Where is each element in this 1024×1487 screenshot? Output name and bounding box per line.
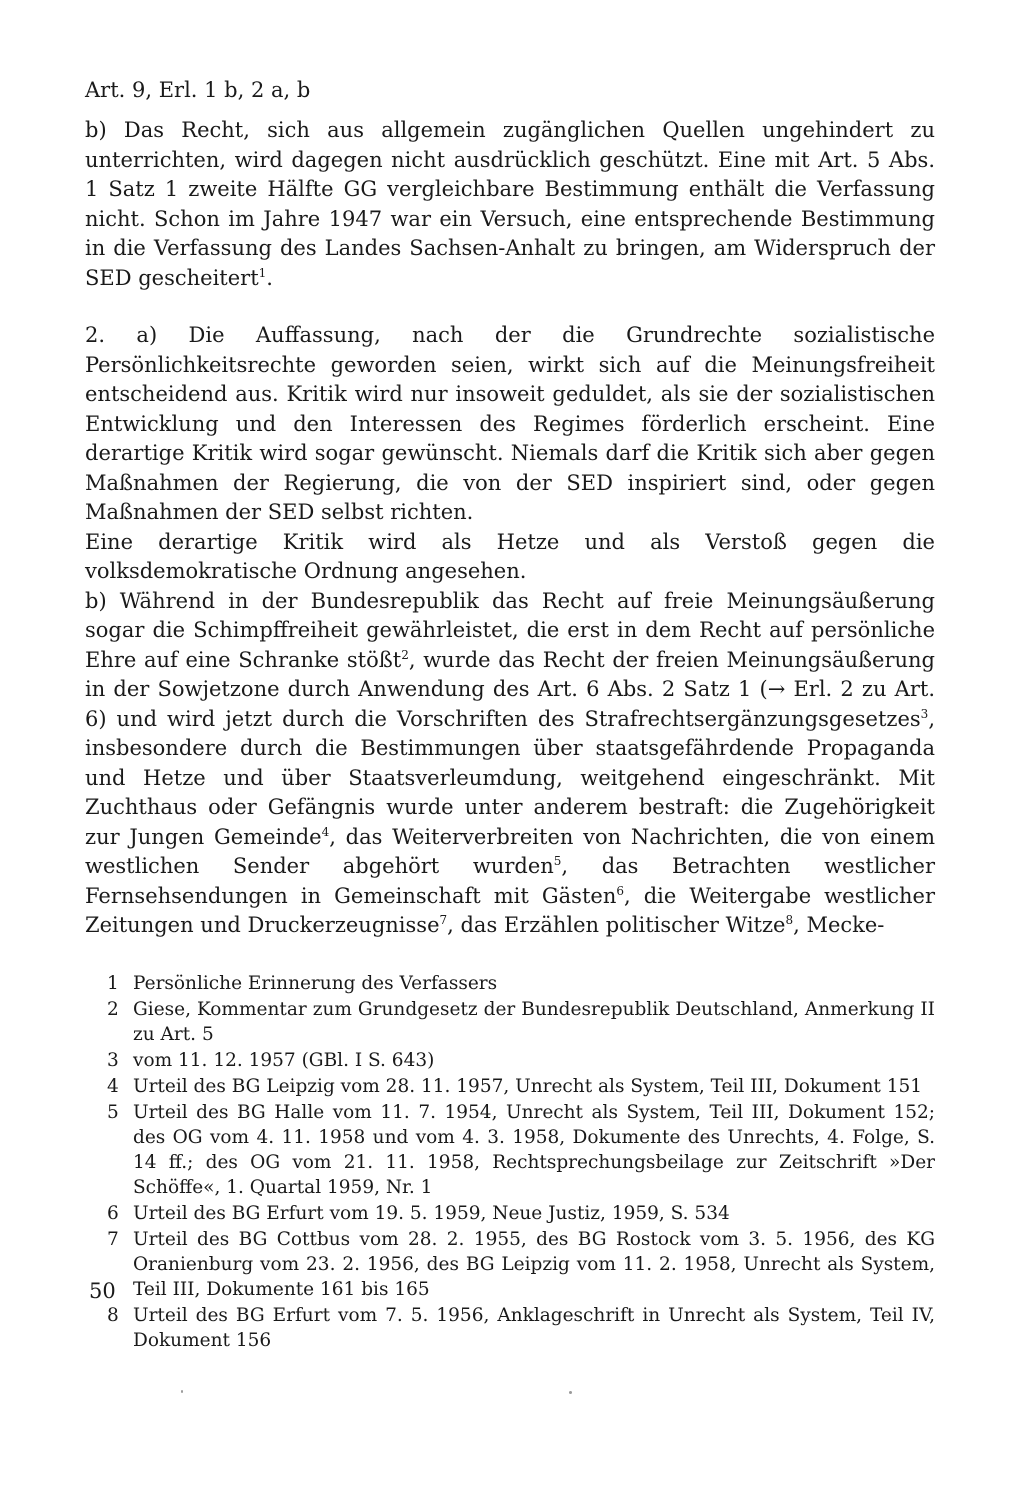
paragraph-text: , die Weitergabe westlicher Zeitungen und Druckerzeugnisse [85, 883, 935, 937]
paragraph-text: , das Weiterverbreiten von Nachrichten, die von einem westlichen Sender abgehört wurden [85, 824, 935, 878]
scan-speck [569, 1391, 572, 1394]
footnote-number: 6 [107, 1202, 119, 1224]
footnote-item [85, 971, 935, 996]
footnote-text: Urteil des BG Cottbus vom 28. 2. 1955, des BG Rostock vom 3. 5. 1956, des KG Oranienburg vom 23. 2. 1956, des BG Leipzig vom 11. 2. 1958, Unrecht als System, Teil III, Dokumente 161 bis 165 [133, 1228, 935, 1300]
paragraph-text: b) Das Recht, sich aus allgemein zugänglichen Quellen ungehindert zu unterrichten, wird dagegen nicht ausdrücklich geschützt. Eine mit Art. 5 Abs. 1 Satz 1 zweite Hälfte GG vergleichbare Bestimmung enthält die Verfassung nicht. Schon im Jahre 1947 war ein Versuch, eine entsprechende Bestimmung in die Verfassung des Landes Sachsen-Anhalt zu bringen, am Widerspruch der SED gescheitert [85, 118, 935, 290]
footnote-text: vom 11. 12. 1957 (GBl. I S. 643) [133, 1049, 435, 1071]
footnote-item [85, 1048, 935, 1073]
footnote-number: 4 [107, 1075, 119, 1097]
page-number: 50 [89, 1279, 116, 1303]
paragraph-text: , wurde das Recht der freien Meinungsäußerung in der Sowjetzone durch Anwendung des Art. 6 Abs. 2 Satz 1 (→ Erl. 2 zu Art. 6) und wird jetzt durch die Vorschriften des Strafrechtsergänzungsgesetzes [85, 647, 936, 731]
footnote-number: 5 [107, 1101, 119, 1123]
page-content [85, 76, 935, 1354]
footnote-text: Persönliche Erinnerung des Verfassers [133, 972, 498, 994]
footnote-ref-1: 1 [258, 265, 267, 280]
paragraph-1b [85, 116, 935, 293]
footnote-ref-3: 3 [920, 706, 929, 721]
paragraph-2b [85, 587, 935, 941]
footnote-ref-6: 6 [616, 883, 624, 898]
paragraph-text: . [266, 265, 273, 290]
footnote-number: 2 [107, 998, 119, 1020]
footnote-item [85, 1201, 935, 1226]
footnote-item [85, 1227, 935, 1302]
footnote-number: 7 [107, 1228, 119, 1250]
paragraph-2a-continued: Eine derartige Kritik wird als Hetze und als Verstoß gegen die volksdemokratische Ordnung angesehen. [85, 529, 935, 583]
footnote-ref-2: 2 [401, 647, 409, 662]
footnote-ref-5: 5 [553, 854, 562, 868]
footnote-item [85, 997, 935, 1047]
paragraph-text: b) Während in der Bundesrepublik das Recht auf freie Meinungsäußerung sogar die Schimpffreiheit gewährleistet, die erst in dem Recht auf persönliche Ehre auf eine Schranke stößt [85, 588, 935, 672]
running-header: Art. 9, Erl. 1 b, 2 a, b [85, 78, 311, 102]
footnote-text: Urteil des BG Halle vom 11. 7. 1954, Unrecht als System, Teil III, Dokument 152; des OG vom 4. 11. 1958 und vom 4. 3. 1958, Dokumente des Unrechts, 4. Folge, S. 14 ff.; des OG vom 21. 11. 1958, Rechtsprechungsbeilage zur Zeitschrift »Der Schöffe«, 1. Quartal 1959, Nr. 1 [133, 1101, 935, 1198]
scan-speck [181, 1390, 183, 1393]
footnote-text: Urteil des BG Erfurt vom 19. 5. 1959, Neue Justiz, 1959, S. 534 [133, 1202, 730, 1224]
paragraph-2a: 2. a) Die Auffassung, nach der die Grundrechte sozialistische Persönlichkeitsrechte geworden seien, wirkt sich auf die Meinungsfreiheit entscheidend aus. Kritik wird nur insoweit geduldet, als sie der sozialistischen Entwicklung und den Interessen des Regimes förderlich erscheint. Eine derartige Kritik wird sogar gewünscht. Niemals darf die Kritik sich aber gegen Maßnahmen der Regierung, die von der SED inspiriert sind, oder gegen Maßnahmen der SED selbst richten. [85, 323, 935, 524]
footnote-number: 8 [107, 1304, 119, 1326]
paragraph-text: , das Betrachten westlicher Fernsehsendungen in Gemeinschaft mit Gästen [85, 854, 935, 908]
footnote-ref-7: 7 [439, 913, 448, 927]
paragraph-text: , Mecke- [793, 913, 885, 937]
footnote-item [85, 1100, 935, 1200]
footnotes [85, 971, 935, 1353]
footnote-item [85, 1303, 935, 1353]
paragraph-text: , insbesondere durch die Bestimmungen über staatsgefährdende Propaganda und Hetze und über Staatsverleumdung, weitgehend eingeschränkt. Mit Zuchthaus oder Gefängnis wurde unter anderem bestraft: die Zugehörigkeit zur Jungen Gemeinde [85, 706, 935, 849]
footnote-number: 1 [107, 972, 119, 994]
footnote-number: 3 [107, 1049, 119, 1071]
footnote-item [85, 1074, 935, 1099]
footnote-ref-4: 4 [321, 824, 330, 839]
footnote-text: Urteil des BG Erfurt vom 7. 5. 1956, Anklageschrift in Unrecht als System, Teil IV, Dokument 156 [133, 1304, 935, 1351]
footnote-text: Urteil des BG Leipzig vom 28. 11. 1957, Unrecht als System, Teil III, Dokument 151 [133, 1075, 923, 1097]
footnote-ref-8: 8 [785, 913, 794, 927]
footnote-text: Giese, Kommentar zum Grundgesetz der Bundesrepublik Deutschland, Anmerkung II zu Art. 5 [133, 998, 935, 1045]
paragraph-text: , das Erzählen politischer Witze [447, 913, 786, 937]
